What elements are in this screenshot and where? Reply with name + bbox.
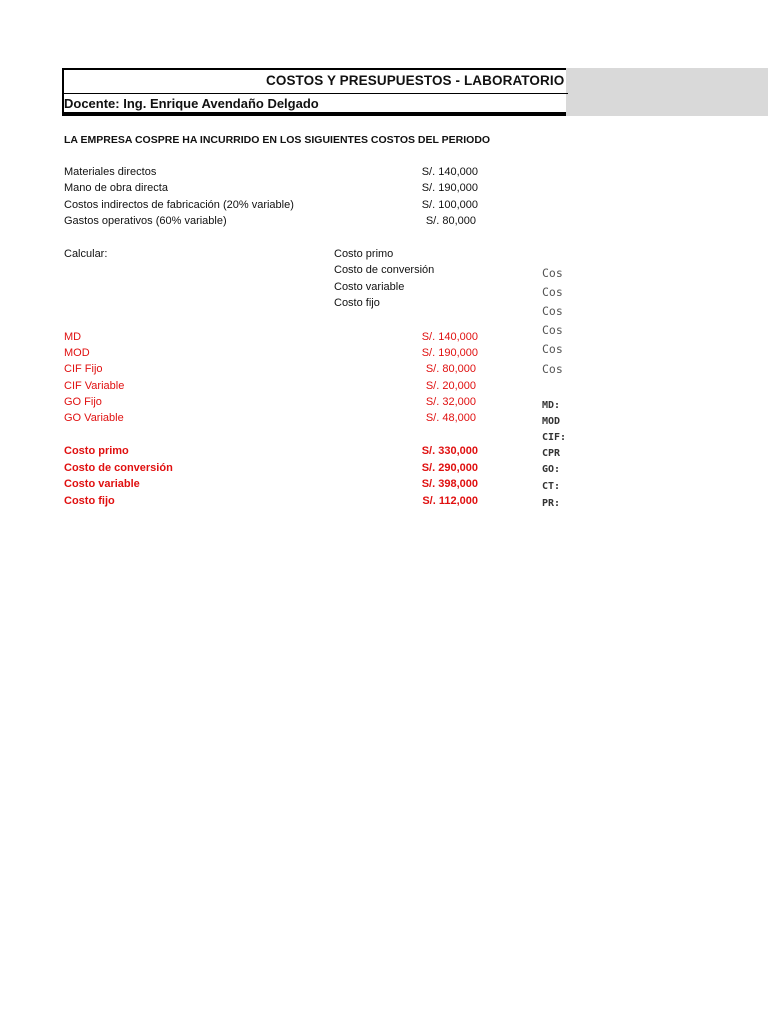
side-cos-label: Cos <box>542 323 563 337</box>
side-abbr-label: CT: <box>542 481 561 492</box>
calcular-item: Costo fijo <box>334 297 380 309</box>
side-abbr-label: PR: <box>542 498 561 509</box>
given-value-cif: S/. 100,000 <box>421 199 478 211</box>
given-value-go: S/. 80,000 <box>425 215 476 227</box>
calcular-label: Calcular: <box>64 248 108 260</box>
side-abbr-label: CIF: <box>542 432 567 443</box>
breakdown-value: S/. 48,000 <box>425 412 476 424</box>
breakdown-label: CIF Variable <box>64 380 125 392</box>
given-value-mod: S/. 190,000 <box>421 182 478 194</box>
result-label: Costo variable <box>64 478 140 490</box>
given-label-cif: Costos indirectos de fabricación (20% variable) <box>64 199 294 211</box>
breakdown-label: MD <box>64 331 82 343</box>
side-cos-label: Cos <box>542 304 563 318</box>
side-abbr-label: MD: <box>542 400 561 411</box>
breakdown-label: GO Variable <box>64 412 124 424</box>
side-cos-label: Cos <box>542 362 563 376</box>
docente-line: Docente: Ing. Enrique Avendaño Delgado <box>64 96 319 111</box>
result-value: S/. 330,000 <box>421 445 478 457</box>
given-value-md: S/. 140,000 <box>421 166 478 178</box>
calcular-item: Costo variable <box>334 281 405 293</box>
page-title: COSTOS Y PRESUPUESTOS - LABORATORIO <box>266 73 565 88</box>
result-label: Costo fijo <box>64 495 115 507</box>
result-value: S/. 112,000 <box>422 495 478 507</box>
header-box <box>62 68 566 114</box>
header-gray-band <box>566 68 768 116</box>
result-value: S/. 398,000 <box>421 478 478 490</box>
breakdown-value: S/. 80,000 <box>425 363 476 375</box>
title-row <box>64 70 568 94</box>
breakdown-label: GO Fijo <box>64 396 102 408</box>
side-abbr-label: MOD <box>542 416 561 427</box>
side-cos-label: Cos <box>542 342 563 356</box>
given-label-md: Materiales directos <box>64 166 157 178</box>
given-label-go: Gastos operativos (60% variable) <box>64 215 227 227</box>
header-bottom-rule <box>62 114 566 116</box>
result-value: S/. 290,000 <box>421 462 478 474</box>
calcular-item: Costo de conversión <box>334 264 435 276</box>
side-abbr-label: GO: <box>542 464 561 475</box>
calcular-item: Costo primo <box>334 248 394 260</box>
breakdown-value: S/. 190,000 <box>421 347 478 359</box>
breakdown-value: S/. 140,000 <box>421 331 478 343</box>
result-label: Costo de conversión <box>64 462 173 474</box>
side-cos-label: Cos <box>542 266 563 280</box>
breakdown-label: MOD <box>64 347 90 359</box>
breakdown-value: S/. 32,000 <box>425 396 476 408</box>
problem-statement: LA EMPRESA COSPRE HA INCURRIDO EN LOS SIGUIENTES COSTOS DEL PERIODO <box>64 134 491 146</box>
given-label-mod: Mano de obra directa <box>64 182 168 194</box>
breakdown-label: CIF Fijo <box>64 363 103 375</box>
side-cos-label: Cos <box>542 285 563 299</box>
breakdown-value: S/. 20,000 <box>425 380 476 392</box>
result-label: Costo primo <box>64 445 129 457</box>
side-abbr-label: CPR <box>542 448 561 459</box>
